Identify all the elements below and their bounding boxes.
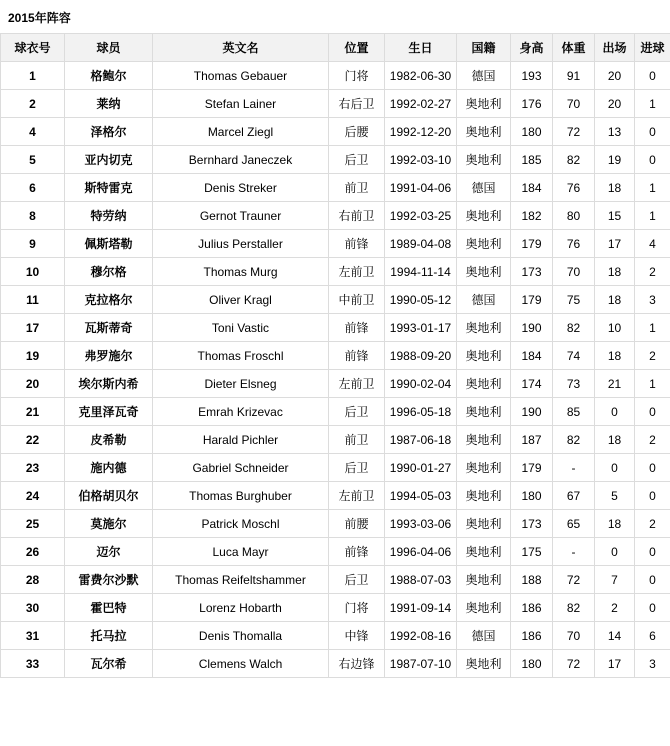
- cell-height: 173: [511, 258, 553, 286]
- table-row: [1, 258, 670, 286]
- cell-weight: 70: [553, 90, 595, 118]
- cell-player: 霍巴特: [65, 594, 153, 622]
- cell-nationality: 奥地利: [457, 202, 511, 230]
- cell-english-name: Thomas Gebauer: [153, 62, 329, 90]
- cell-height: 185: [511, 146, 553, 174]
- cell-height: 176: [511, 90, 553, 118]
- cell-shirt-number: 10: [1, 258, 65, 286]
- cell-appearances: 20: [595, 62, 635, 90]
- cell-birthday: 1994-11-14: [385, 258, 457, 286]
- page-title: 2015年阵容: [8, 11, 71, 25]
- cell-shirt-number: 19: [1, 342, 65, 370]
- cell-position: 中前卫: [329, 286, 385, 314]
- cell-birthday: 1988-09-20: [385, 342, 457, 370]
- cell-height: 193: [511, 62, 553, 90]
- cell-weight: -: [553, 454, 595, 482]
- cell-height: 174: [511, 370, 553, 398]
- cell-player: 斯特雷克: [65, 174, 153, 202]
- cell-position: 前锋: [329, 342, 385, 370]
- cell-height: 180: [511, 118, 553, 146]
- cell-goals: 0: [635, 118, 670, 146]
- cell-english-name: Dieter Elsneg: [153, 370, 329, 398]
- cell-birthday: 1991-04-06: [385, 174, 457, 202]
- cell-position: 前锋: [329, 538, 385, 566]
- cell-height: 188: [511, 566, 553, 594]
- column-header-birthday: 生日: [385, 34, 457, 62]
- cell-height: 190: [511, 314, 553, 342]
- cell-goals: 3: [635, 286, 670, 314]
- table-row: [1, 650, 670, 678]
- cell-english-name: Stefan Lainer: [153, 90, 329, 118]
- cell-appearances: 18: [595, 258, 635, 286]
- cell-weight: 91: [553, 62, 595, 90]
- cell-position: 后卫: [329, 146, 385, 174]
- cell-player: 托马拉: [65, 622, 153, 650]
- cell-nationality: 奥地利: [457, 342, 511, 370]
- cell-goals: 0: [635, 566, 670, 594]
- cell-birthday: 1992-03-25: [385, 202, 457, 230]
- cell-appearances: 20: [595, 90, 635, 118]
- table-row: [1, 62, 670, 90]
- cell-appearances: 21: [595, 370, 635, 398]
- cell-english-name: Bernhard Janeczek: [153, 146, 329, 174]
- cell-position: 前锋: [329, 230, 385, 258]
- cell-position: 左前卫: [329, 482, 385, 510]
- table-row: [1, 426, 670, 454]
- cell-appearances: 7: [595, 566, 635, 594]
- cell-birthday: 1989-04-08: [385, 230, 457, 258]
- cell-weight: 80: [553, 202, 595, 230]
- cell-appearances: 13: [595, 118, 635, 146]
- cell-nationality: 奥地利: [457, 398, 511, 426]
- cell-appearances: 0: [595, 538, 635, 566]
- column-header-weight: 体重: [553, 34, 595, 62]
- cell-weight: 82: [553, 594, 595, 622]
- cell-weight: 76: [553, 230, 595, 258]
- cell-shirt-number: 20: [1, 370, 65, 398]
- cell-weight: 85: [553, 398, 595, 426]
- cell-english-name: Thomas Burghuber: [153, 482, 329, 510]
- cell-player: 皮希勒: [65, 426, 153, 454]
- cell-shirt-number: 1: [1, 62, 65, 90]
- cell-player: 特劳纳: [65, 202, 153, 230]
- cell-appearances: 0: [595, 398, 635, 426]
- cell-height: 180: [511, 650, 553, 678]
- cell-appearances: 17: [595, 650, 635, 678]
- column-header-player: 球员: [65, 34, 153, 62]
- cell-nationality: 德国: [457, 622, 511, 650]
- cell-nationality: 奥地利: [457, 258, 511, 286]
- cell-birthday: 1992-12-20: [385, 118, 457, 146]
- cell-english-name: Thomas Reifeltshammer: [153, 566, 329, 594]
- cell-goals: 2: [635, 510, 670, 538]
- cell-birthday: 1992-08-16: [385, 622, 457, 650]
- cell-height: 187: [511, 426, 553, 454]
- cell-position: 后卫: [329, 566, 385, 594]
- cell-birthday: 1993-01-17: [385, 314, 457, 342]
- cell-english-name: Denis Streker: [153, 174, 329, 202]
- table-row: [1, 510, 670, 538]
- cell-appearances: 10: [595, 314, 635, 342]
- cell-birthday: 1990-05-12: [385, 286, 457, 314]
- cell-nationality: 德国: [457, 174, 511, 202]
- cell-height: 175: [511, 538, 553, 566]
- cell-birthday: 1993-03-06: [385, 510, 457, 538]
- cell-player: 莫施尔: [65, 510, 153, 538]
- cell-shirt-number: 8: [1, 202, 65, 230]
- cell-height: 180: [511, 482, 553, 510]
- cell-goals: 0: [635, 594, 670, 622]
- cell-position: 左前卫: [329, 258, 385, 286]
- cell-player: 瓦斯蒂奇: [65, 314, 153, 342]
- cell-shirt-number: 28: [1, 566, 65, 594]
- cell-position: 门将: [329, 62, 385, 90]
- cell-player: 克里泽瓦奇: [65, 398, 153, 426]
- cell-shirt-number: 26: [1, 538, 65, 566]
- table-row: [1, 230, 670, 258]
- table-row: [1, 286, 670, 314]
- cell-english-name: Toni Vastic: [153, 314, 329, 342]
- cell-nationality: 奥地利: [457, 538, 511, 566]
- column-header-english-name: 英文名: [153, 34, 329, 62]
- table-row: [1, 370, 670, 398]
- cell-english-name: Luca Mayr: [153, 538, 329, 566]
- cell-english-name: Clemens Walch: [153, 650, 329, 678]
- cell-player: 迈尔: [65, 538, 153, 566]
- cell-english-name: Julius Perstaller: [153, 230, 329, 258]
- cell-birthday: 1987-06-18: [385, 426, 457, 454]
- cell-height: 179: [511, 286, 553, 314]
- cell-shirt-number: 31: [1, 622, 65, 650]
- cell-goals: 3: [635, 650, 670, 678]
- cell-position: 右后卫: [329, 90, 385, 118]
- cell-player: 施内德: [65, 454, 153, 482]
- cell-weight: 75: [553, 286, 595, 314]
- cell-weight: 82: [553, 426, 595, 454]
- cell-height: 190: [511, 398, 553, 426]
- cell-appearances: 18: [595, 342, 635, 370]
- cell-weight: 65: [553, 510, 595, 538]
- table-row: [1, 146, 670, 174]
- cell-goals: 0: [635, 454, 670, 482]
- cell-shirt-number: 6: [1, 174, 65, 202]
- cell-position: 前卫: [329, 426, 385, 454]
- cell-birthday: 1994-05-03: [385, 482, 457, 510]
- cell-appearances: 14: [595, 622, 635, 650]
- cell-nationality: 奥地利: [457, 510, 511, 538]
- table-row: [1, 482, 670, 510]
- cell-english-name: Gernot Trauner: [153, 202, 329, 230]
- cell-nationality: 德国: [457, 286, 511, 314]
- cell-nationality: 奥地利: [457, 482, 511, 510]
- cell-player: 泽格尔: [65, 118, 153, 146]
- cell-position: 后腰: [329, 118, 385, 146]
- cell-goals: 2: [635, 342, 670, 370]
- cell-goals: 1: [635, 90, 670, 118]
- cell-birthday: 1990-02-04: [385, 370, 457, 398]
- cell-weight: 67: [553, 482, 595, 510]
- table-row: [1, 342, 670, 370]
- table-row: [1, 398, 670, 426]
- cell-player: 亚内切克: [65, 146, 153, 174]
- cell-position: 前腰: [329, 510, 385, 538]
- cell-appearances: 5: [595, 482, 635, 510]
- cell-nationality: 奥地利: [457, 650, 511, 678]
- cell-nationality: 奥地利: [457, 146, 511, 174]
- cell-player: 格鲍尔: [65, 62, 153, 90]
- cell-position: 前卫: [329, 174, 385, 202]
- cell-english-name: Patrick Moschl: [153, 510, 329, 538]
- column-header-shirt-number: 球衣号: [1, 34, 65, 62]
- cell-english-name: Gabriel Schneider: [153, 454, 329, 482]
- table-header-row: [1, 34, 670, 62]
- column-header-nationality: 国籍: [457, 34, 511, 62]
- cell-goals: 1: [635, 370, 670, 398]
- cell-nationality: 奥地利: [457, 230, 511, 258]
- cell-weight: -: [553, 538, 595, 566]
- cell-nationality: 奥地利: [457, 454, 511, 482]
- cell-birthday: 1990-01-27: [385, 454, 457, 482]
- cell-english-name: Oliver Kragl: [153, 286, 329, 314]
- cell-position: 中锋: [329, 622, 385, 650]
- cell-position: 右边锋: [329, 650, 385, 678]
- column-header-position: 位置: [329, 34, 385, 62]
- cell-player: 莱纳: [65, 90, 153, 118]
- cell-weight: 82: [553, 314, 595, 342]
- table-row: [1, 118, 670, 146]
- cell-shirt-number: 22: [1, 426, 65, 454]
- cell-goals: 2: [635, 258, 670, 286]
- cell-birthday: 1996-04-06: [385, 538, 457, 566]
- table-body: [1, 62, 670, 678]
- cell-appearances: 2: [595, 594, 635, 622]
- cell-appearances: 15: [595, 202, 635, 230]
- cell-goals: 4: [635, 230, 670, 258]
- table-row: [1, 566, 670, 594]
- cell-birthday: 1982-06-30: [385, 62, 457, 90]
- table-row: [1, 622, 670, 650]
- cell-appearances: 19: [595, 146, 635, 174]
- table-row: [1, 594, 670, 622]
- cell-position: 后卫: [329, 454, 385, 482]
- cell-nationality: 奥地利: [457, 90, 511, 118]
- cell-appearances: 18: [595, 510, 635, 538]
- cell-english-name: Denis Thomalla: [153, 622, 329, 650]
- cell-shirt-number: 9: [1, 230, 65, 258]
- cell-goals: 0: [635, 482, 670, 510]
- table-row: [1, 202, 670, 230]
- cell-goals: 0: [635, 398, 670, 426]
- table-row: [1, 90, 670, 118]
- cell-position: 门将: [329, 594, 385, 622]
- cell-english-name: Harald Pichler: [153, 426, 329, 454]
- cell-height: 186: [511, 622, 553, 650]
- table-row: [1, 174, 670, 202]
- cell-height: 184: [511, 342, 553, 370]
- cell-weight: 72: [553, 566, 595, 594]
- cell-goals: 1: [635, 202, 670, 230]
- cell-height: 179: [511, 454, 553, 482]
- cell-nationality: 奥地利: [457, 370, 511, 398]
- cell-nationality: 奥地利: [457, 118, 511, 146]
- cell-player: 埃尔斯内希: [65, 370, 153, 398]
- cell-weight: 73: [553, 370, 595, 398]
- cell-shirt-number: 11: [1, 286, 65, 314]
- cell-nationality: 奥地利: [457, 594, 511, 622]
- cell-weight: 72: [553, 118, 595, 146]
- table-header: [1, 34, 670, 62]
- cell-shirt-number: 23: [1, 454, 65, 482]
- table-row: [1, 538, 670, 566]
- cell-shirt-number: 30: [1, 594, 65, 622]
- cell-position: 后卫: [329, 398, 385, 426]
- cell-position: 前锋: [329, 314, 385, 342]
- cell-goals: 1: [635, 174, 670, 202]
- cell-shirt-number: 25: [1, 510, 65, 538]
- table-row: [1, 454, 670, 482]
- cell-height: 186: [511, 594, 553, 622]
- cell-birthday: 1992-03-10: [385, 146, 457, 174]
- cell-english-name: Emrah Krizevac: [153, 398, 329, 426]
- cell-height: 173: [511, 510, 553, 538]
- cell-appearances: 18: [595, 286, 635, 314]
- cell-weight: 70: [553, 258, 595, 286]
- cell-height: 179: [511, 230, 553, 258]
- column-header-appearances: 出场: [595, 34, 635, 62]
- column-header-height: 身高: [511, 34, 553, 62]
- cell-shirt-number: 5: [1, 146, 65, 174]
- cell-shirt-number: 4: [1, 118, 65, 146]
- cell-goals: 1: [635, 314, 670, 342]
- cell-shirt-number: 24: [1, 482, 65, 510]
- cell-english-name: Lorenz Hobarth: [153, 594, 329, 622]
- cell-appearances: 18: [595, 174, 635, 202]
- cell-goals: 0: [635, 538, 670, 566]
- cell-goals: 6: [635, 622, 670, 650]
- table-row: [1, 314, 670, 342]
- cell-english-name: Thomas Froschl: [153, 342, 329, 370]
- cell-player: 伯格胡贝尔: [65, 482, 153, 510]
- cell-appearances: 17: [595, 230, 635, 258]
- cell-player: 雷费尔沙默: [65, 566, 153, 594]
- cell-birthday: 1992-02-27: [385, 90, 457, 118]
- cell-weight: 74: [553, 342, 595, 370]
- cell-nationality: 奥地利: [457, 314, 511, 342]
- cell-height: 182: [511, 202, 553, 230]
- cell-birthday: 1996-05-18: [385, 398, 457, 426]
- cell-birthday: 1988-07-03: [385, 566, 457, 594]
- cell-height: 184: [511, 174, 553, 202]
- cell-position: 右前卫: [329, 202, 385, 230]
- squad-table: [0, 33, 670, 678]
- cell-shirt-number: 33: [1, 650, 65, 678]
- cell-appearances: 0: [595, 454, 635, 482]
- cell-player: 克拉格尔: [65, 286, 153, 314]
- cell-weight: 72: [553, 650, 595, 678]
- cell-goals: 0: [635, 62, 670, 90]
- cell-player: 弗罗施尔: [65, 342, 153, 370]
- cell-birthday: 1987-07-10: [385, 650, 457, 678]
- cell-shirt-number: 2: [1, 90, 65, 118]
- cell-birthday: 1991-09-14: [385, 594, 457, 622]
- cell-player: 穆尔格: [65, 258, 153, 286]
- cell-shirt-number: 21: [1, 398, 65, 426]
- cell-english-name: Marcel Ziegl: [153, 118, 329, 146]
- cell-position: 左前卫: [329, 370, 385, 398]
- column-header-goals: 进球: [635, 34, 670, 62]
- cell-nationality: 奥地利: [457, 426, 511, 454]
- cell-english-name: Thomas Murg: [153, 258, 329, 286]
- cell-player: 瓦尔希: [65, 650, 153, 678]
- cell-goals: 2: [635, 426, 670, 454]
- cell-weight: 82: [553, 146, 595, 174]
- cell-goals: 0: [635, 146, 670, 174]
- cell-shirt-number: 17: [1, 314, 65, 342]
- cell-weight: 70: [553, 622, 595, 650]
- cell-appearances: 18: [595, 426, 635, 454]
- cell-nationality: 德国: [457, 62, 511, 90]
- cell-weight: 76: [553, 174, 595, 202]
- cell-player: 佩斯塔勒: [65, 230, 153, 258]
- cell-nationality: 奥地利: [457, 566, 511, 594]
